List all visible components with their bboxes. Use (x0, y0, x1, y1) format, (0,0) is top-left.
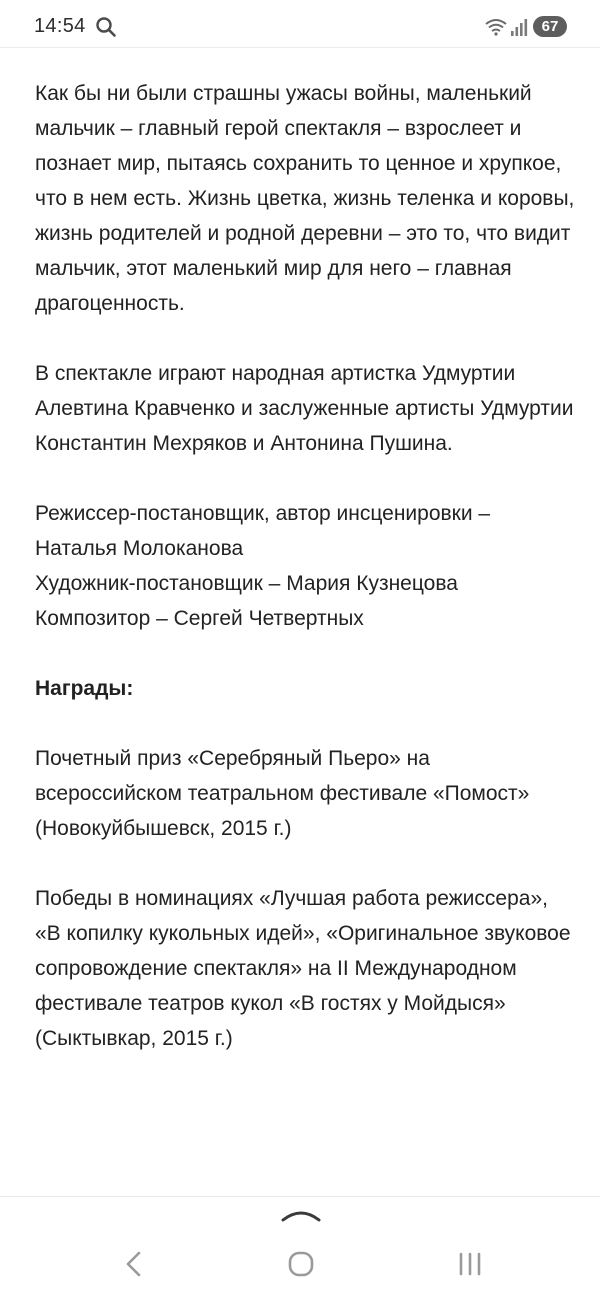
nav-divider (0, 1196, 600, 1197)
status-divider (0, 47, 600, 48)
signal-icon (510, 17, 528, 37)
award-item: Победы в номинациях «Лучшая работа режиссера», «В копилку кукольных идей», «Оригинальное звуковое сопровождение спектакля» на II Международном фестивале театров кукол «В гостях у Мойдыся» (Сыктывкар, 2015 г.) (35, 887, 571, 1050)
recent-apps-icon[interactable] (456, 1251, 484, 1277)
paragraph-intro: Как бы ни были страшны ужасы войны, маленький мальчик – главный герой спектакля – взрослеет и познает мир, пытаясь сохранить то ценное и хрупкое, что в нем есть. Жизнь цветка, жизнь теленка и коровы, жизнь родителей и родной деревни – это то, что видит мальчик, этот маленький мир для него – главная драгоценность. (35, 82, 575, 315)
status-time: 14:54 (34, 15, 86, 37)
credit-designer: Художник-постановщик – Мария Кузнецова (35, 572, 458, 595)
article-body (35, 76, 575, 1091)
home-icon[interactable] (287, 1250, 315, 1278)
back-icon[interactable] (122, 1250, 146, 1278)
battery-icon: 67 (533, 16, 567, 37)
awards-heading: Награды: (35, 677, 134, 700)
search-icon (95, 16, 117, 38)
credit-composer: Композитор – Сергей Четвертных (35, 607, 364, 630)
status-bar (0, 0, 600, 50)
paragraph-cast: В спектакле играют народная артистка Удмуртии Алевтина Кравченко и заслуженные артисты Удмуртии Константин Мехряков и Антонина Пушина. (35, 362, 574, 455)
credits-block (35, 496, 575, 636)
wifi-icon (484, 17, 508, 37)
award-item: Почетный приз «Серебряный Пьеро» на всероссийском театральном фестивале «Помост» (Новокуйбышевск, 2015 г.) (35, 747, 530, 840)
credit-director: Режиссер-постановщик, автор инсценировки – Наталья Молоканова (35, 502, 491, 560)
chevron-up-icon[interactable] (281, 1208, 321, 1222)
